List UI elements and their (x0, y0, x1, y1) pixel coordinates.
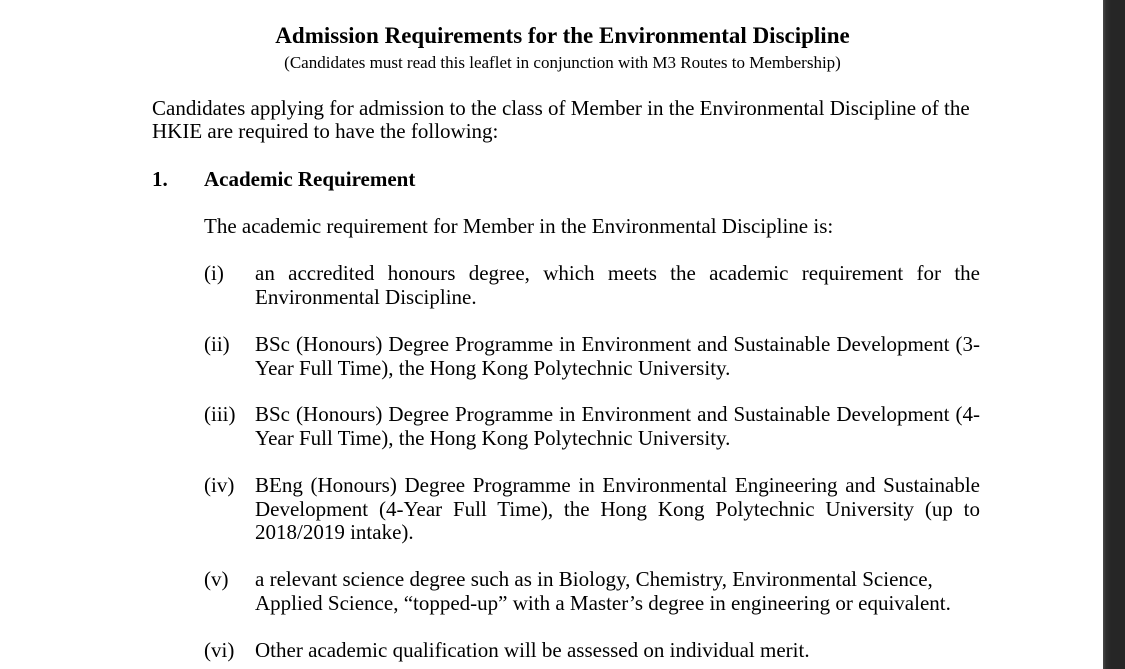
section-number: 1. (152, 167, 168, 191)
list-item-text: an accredited honours degree, which meets the academic requirement for the Environmental Discipline. (255, 261, 980, 309)
list-item-label: (ii) (204, 332, 230, 356)
intro-paragraph: Candidates applying for admission to the class of Member in the Environmental Discipline of the HKIE are required to have the following: (152, 96, 970, 143)
list-item-text: BSc (Honours) Degree Programme in Environment and Sustainable Development (4-Year Full Time), the Hong Kong Polytechnic University. (255, 402, 980, 450)
list-item-label: (vi) (204, 638, 235, 662)
document-subtitle: (Candidates must read this leaflet in conjunction with M3 Routes to Membership) (284, 53, 841, 72)
list-item-label: (v) (204, 567, 229, 591)
list-item-label: (iii) (204, 402, 236, 426)
list-item-text: BEng (Honours) Degree Programme in Environmental Engineering and Sustainable Development (4-Year Full Time), the Hong Kong Polytechnic University (up to 2018/2019 intake). (255, 473, 980, 544)
list-item-label: (i) (204, 261, 224, 285)
list-item-text: a relevant science degree such as in Biology, Chemistry, Environmental Science, Applied Science, “topped-up” with a Master’s degree in engineering or equivalent. (255, 567, 951, 615)
section-lead-paragraph: The academic requirement for Member in the Environmental Discipline is: (204, 214, 834, 238)
section-heading: Academic Requirement (204, 167, 416, 191)
viewer-background (1103, 0, 1125, 669)
list-item-text: Other academic qualification will be assessed on individual merit. (255, 638, 810, 662)
document-title: Admission Requirements for the Environmental Discipline (275, 23, 850, 48)
list-item-text: BSc (Honours) Degree Programme in Environment and Sustainable Development (3-Year Full Time), the Hong Kong Polytechnic University. (255, 332, 980, 380)
list-item-label: (iv) (204, 473, 235, 497)
